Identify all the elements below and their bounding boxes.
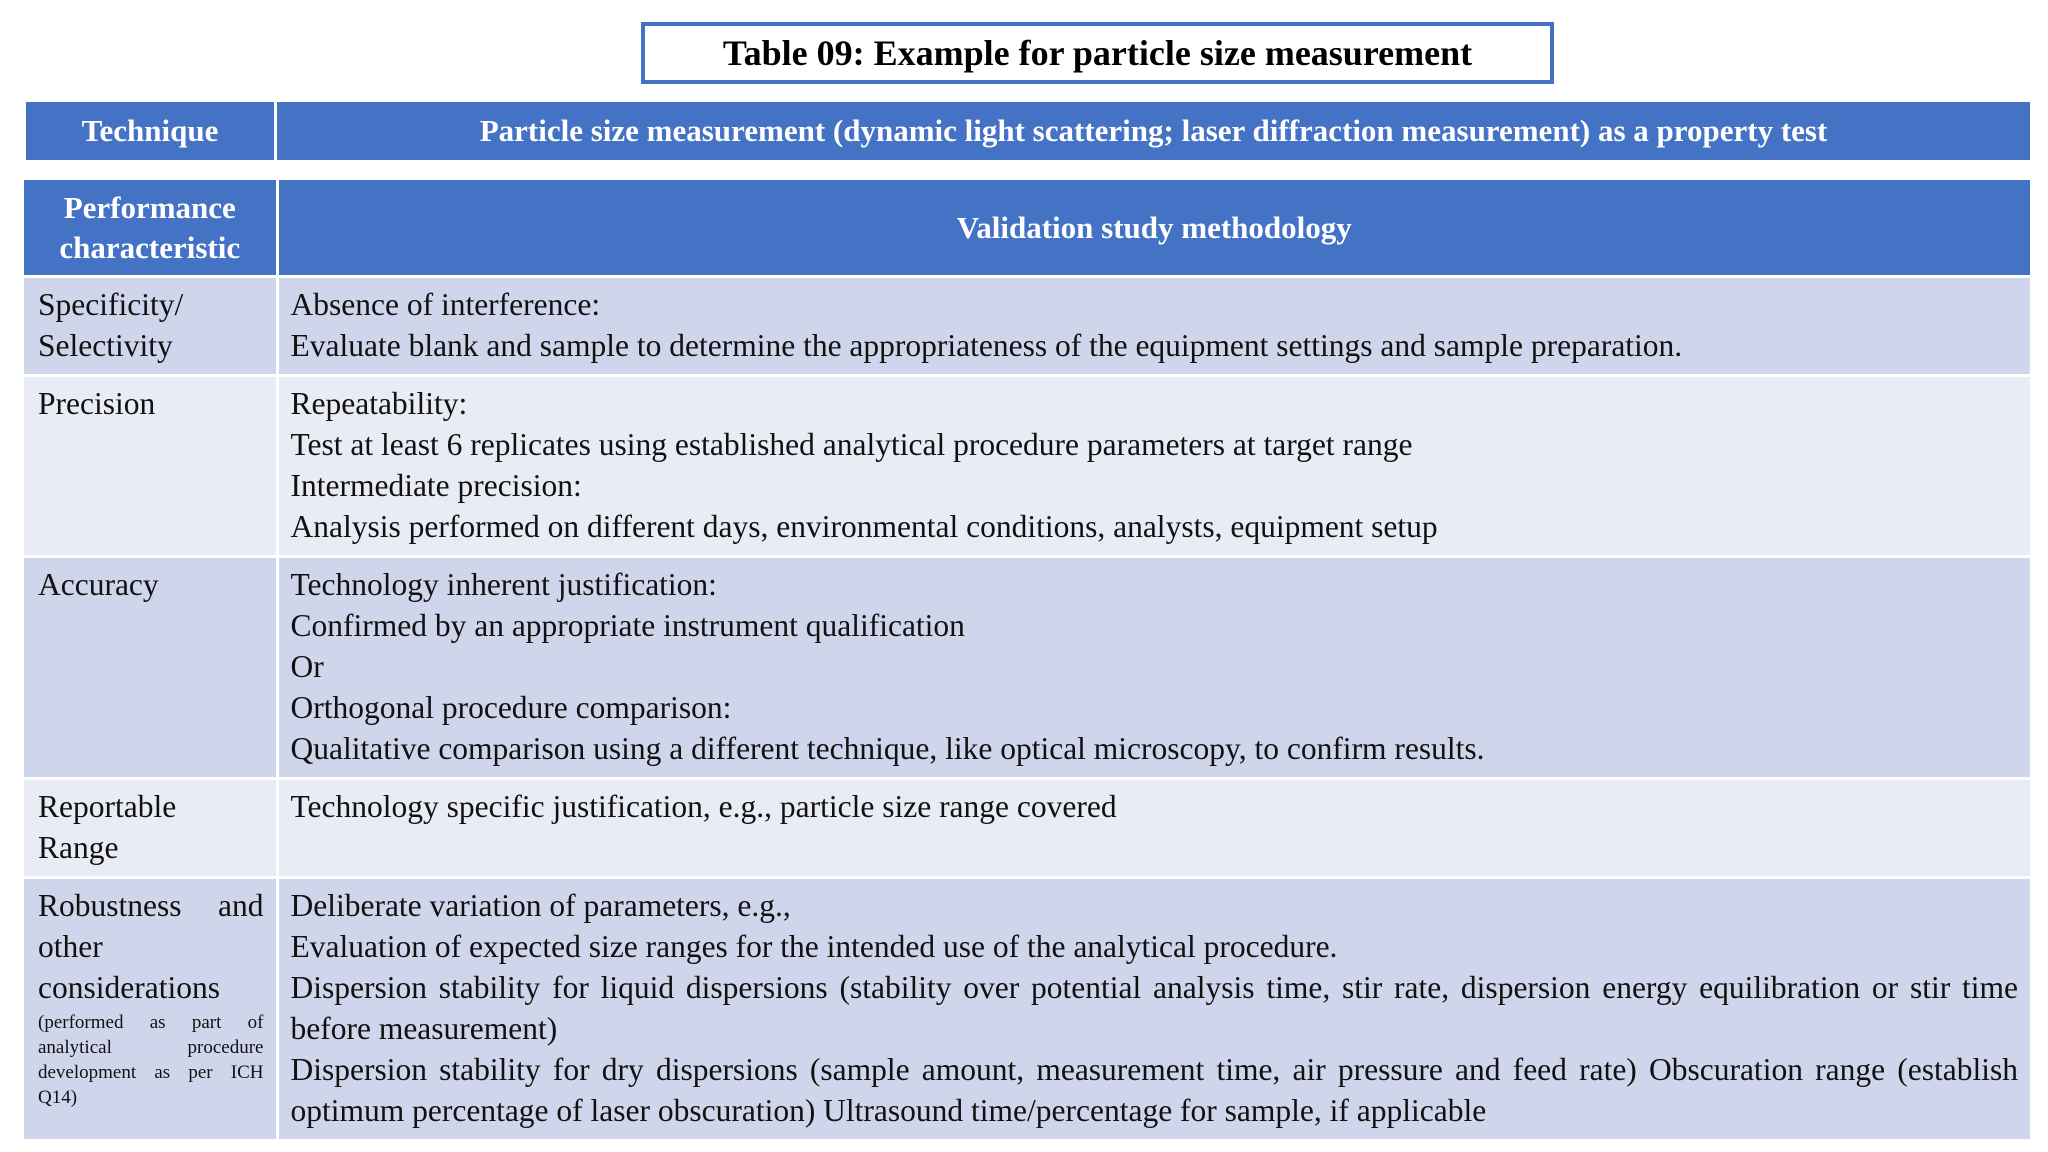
characteristic-text: Specificity/ <box>38 287 184 322</box>
table-row-accuracy <box>24 557 2030 779</box>
methodology-text: Dispersion stability for liquid dispersions (stability over potential analysis time, stir rate, dispersion energy equilibration or stir time before measurement) <box>290 970 2018 1046</box>
methodology-text: Dispersion stability for dry dispersions (sample amount, measurement time, air pressure and feed rate) Obscuration range (establish optimum percentage of laser obscuration) Ultrasound time/percentage for sample, if applicable <box>290 1052 2018 1128</box>
methodology-cell <box>277 878 2030 1141</box>
validation-table <box>24 180 2030 1142</box>
methodology-text: Test at least 6 replicates using established analytical procedure parameters at target range <box>290 427 1413 462</box>
methodology-cell <box>277 376 2030 557</box>
characteristic-note: (performed as part of analytical procedure development as per ICH Q14) <box>38 1012 264 1108</box>
methodology-text: Or <box>290 649 324 684</box>
characteristic-cell <box>24 277 277 376</box>
table-row-specificity <box>24 277 2030 376</box>
characteristic-text: Accuracy <box>38 567 159 602</box>
characteristic-text: Robustness and <box>38 888 264 923</box>
characteristic-cell <box>24 779 277 878</box>
characteristic-cell <box>24 557 277 779</box>
methodology-text: Evaluate blank and sample to determine the appropriateness of the equipment settings and sample preparation. <box>290 328 1683 363</box>
header-characteristic: Performance characteristic <box>24 180 277 277</box>
characteristic-text: considerations <box>38 970 220 1005</box>
table-row-robustness <box>24 878 2030 1141</box>
methodology-text: Intermediate precision: <box>290 468 582 503</box>
methodology-cell <box>277 277 2030 376</box>
table-row-precision <box>24 376 2030 557</box>
methodology-text: Technology inherent justification: <box>290 567 717 602</box>
methodology-text: Repeatability: <box>290 386 468 421</box>
methodology-text: Technology specific justification, e.g., particle size range covered <box>290 789 1117 824</box>
methodology-text: Orthogonal procedure comparison: <box>290 690 732 725</box>
characteristic-cell <box>24 376 277 557</box>
header-methodology: Validation study methodology <box>277 180 2030 277</box>
table-row-reportable-range <box>24 779 2030 878</box>
characteristic-text: Precision <box>38 386 156 421</box>
methodology-text: Qualitative comparison using a different technique, like optical microscopy, to confirm results. <box>290 731 1485 766</box>
characteristic-cell <box>24 878 277 1141</box>
technique-header <box>26 102 2030 160</box>
methodology-text: Deliberate variation of parameters, e.g., <box>290 888 791 923</box>
technique-label: Technique <box>26 102 277 160</box>
characteristic-text: Selectivity <box>38 328 173 363</box>
table-header-row <box>24 180 2030 277</box>
methodology-cell <box>277 557 2030 779</box>
methodology-text: Absence of interference: <box>290 287 601 322</box>
characteristic-text: Reportable <box>38 789 177 824</box>
methodology-text: Confirmed by an appropriate instrument qualification <box>290 608 965 643</box>
methodology-text: Evaluation of expected size ranges for the intended use of the analytical procedure. <box>290 929 1338 964</box>
methodology-cell <box>277 779 2030 878</box>
characteristic-text: Range <box>38 830 119 865</box>
methodology-text: Analysis performed on different days, environmental conditions, analysts, equipment setup <box>290 509 1438 544</box>
table-title: Table 09: Example for particle size measurement <box>641 22 1554 84</box>
technique-value: Particle size measurement (dynamic light scattering; laser diffraction measurement) as a property test <box>479 113 1828 148</box>
characteristic-text: other <box>38 929 103 964</box>
